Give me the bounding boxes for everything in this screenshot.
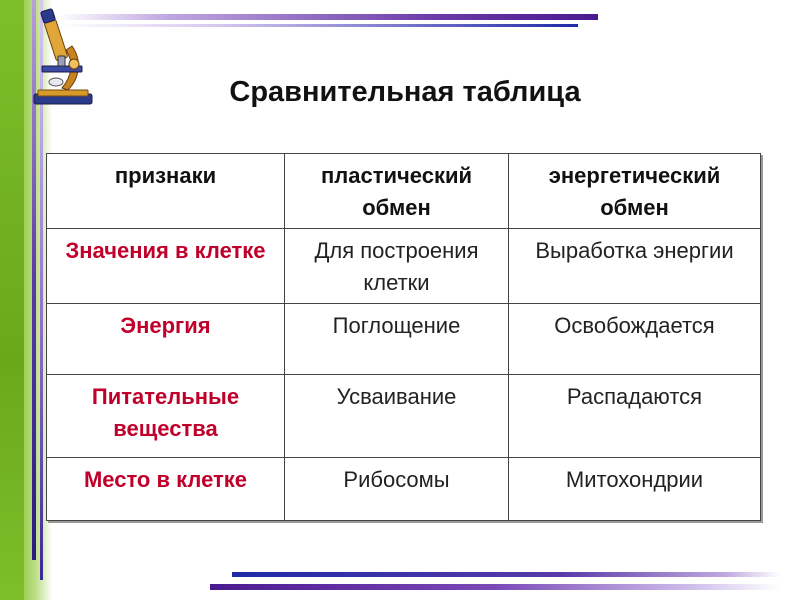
header-energy-exchange: энергетический обмен <box>509 154 761 229</box>
bottom-decorative-line <box>232 572 780 577</box>
page-title: Сравнительная таблица <box>229 76 581 108</box>
cell-plastic: Рибосомы <box>285 458 509 521</box>
table-header-row <box>47 154 761 229</box>
header-plastic-exchange: пластический обмен <box>285 154 509 229</box>
cell-energy: Освобождается <box>509 304 761 375</box>
cell-energy: Митохондрии <box>509 458 761 521</box>
table-row <box>47 229 761 304</box>
cell-plastic: Для построения клетки <box>285 229 509 304</box>
cell-energy: Выработка энергии <box>509 229 761 304</box>
row-label: Энергия <box>47 304 285 375</box>
table-row <box>47 458 761 521</box>
row-label: Место в клетке <box>47 458 285 521</box>
header-features: признаки <box>47 154 285 229</box>
comparison-table <box>46 153 761 521</box>
row-label: Значения в клетке <box>47 229 285 304</box>
cell-plastic: Поглощение <box>285 304 509 375</box>
comparison-table-wrapper <box>46 153 760 521</box>
cell-energy: Распадаются <box>509 375 761 458</box>
top-decorative-line-secondary <box>58 24 578 27</box>
table-row <box>47 375 761 458</box>
table-row <box>47 304 761 375</box>
row-label: Питательные вещества <box>47 375 285 458</box>
top-decorative-line <box>58 14 598 20</box>
bottom-decorative-line-secondary <box>210 584 780 590</box>
cell-plastic: Усваивание <box>285 375 509 458</box>
